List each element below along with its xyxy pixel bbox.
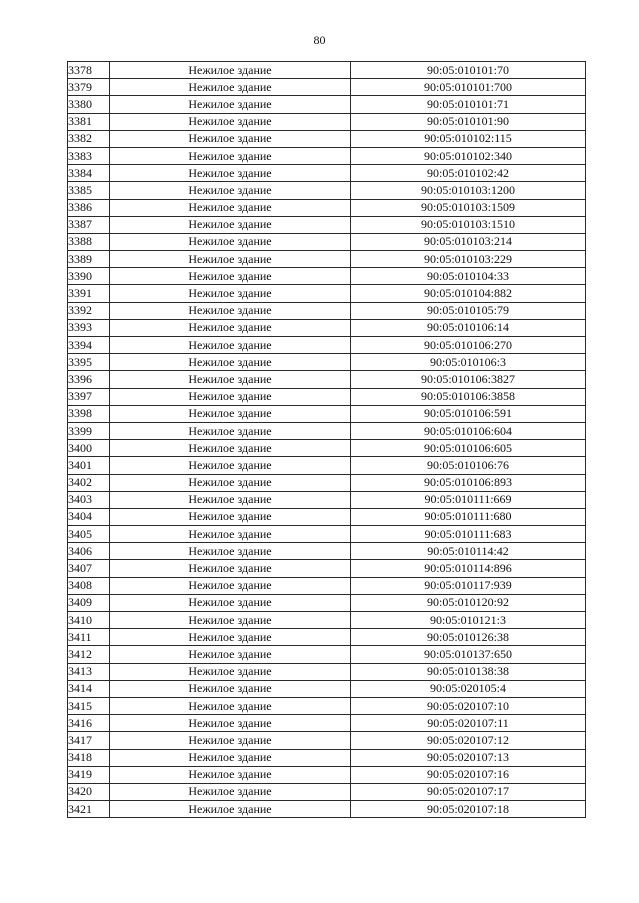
cadastral-number-cell: 90:05:010106:605 bbox=[351, 440, 586, 457]
cadastral-number-cell: 90:05:010101:70 bbox=[351, 62, 586, 79]
object-type-cell: Нежилое здание bbox=[110, 440, 351, 457]
object-type-cell: Нежилое здание bbox=[110, 749, 351, 766]
table-row bbox=[68, 680, 586, 697]
row-number-cell: 3388 bbox=[68, 233, 110, 250]
object-type-cell: Нежилое здание bbox=[110, 302, 351, 319]
object-type-cell: Нежилое здание bbox=[110, 732, 351, 749]
row-number-cell: 3384 bbox=[68, 165, 110, 182]
table-row bbox=[68, 113, 586, 130]
table-row bbox=[68, 285, 586, 302]
table-row bbox=[68, 543, 586, 560]
row-number-cell: 3411 bbox=[68, 629, 110, 646]
cadastral-number-cell: 90:05:010111:683 bbox=[351, 526, 586, 543]
cadastral-number-cell: 90:05:010103:214 bbox=[351, 233, 586, 250]
cadastral-number-cell: 90:05:020107:18 bbox=[351, 801, 586, 818]
table-row bbox=[68, 801, 586, 818]
table-row bbox=[68, 337, 586, 354]
row-number-cell: 3393 bbox=[68, 319, 110, 336]
row-number-cell: 3407 bbox=[68, 560, 110, 577]
table-row bbox=[68, 62, 586, 79]
table-row bbox=[68, 371, 586, 388]
row-number-cell: 3419 bbox=[68, 766, 110, 783]
object-type-cell: Нежилое здание bbox=[110, 543, 351, 560]
table-row bbox=[68, 422, 586, 439]
object-type-cell: Нежилое здание bbox=[110, 629, 351, 646]
row-number-cell: 3398 bbox=[68, 405, 110, 422]
table-row bbox=[68, 216, 586, 233]
object-type-cell: Нежилое здание bbox=[110, 251, 351, 268]
table-row bbox=[68, 629, 586, 646]
table-row bbox=[68, 354, 586, 371]
cadastral-number-cell: 90:05:020107:16 bbox=[351, 766, 586, 783]
row-number-cell: 3386 bbox=[68, 199, 110, 216]
row-number-cell: 3418 bbox=[68, 749, 110, 766]
table-row bbox=[68, 732, 586, 749]
table-row bbox=[68, 491, 586, 508]
row-number-cell: 3409 bbox=[68, 594, 110, 611]
table-row bbox=[68, 251, 586, 268]
table-row bbox=[68, 165, 586, 182]
table-row bbox=[68, 388, 586, 405]
object-type-cell: Нежилое здание bbox=[110, 612, 351, 629]
object-type-cell: Нежилое здание bbox=[110, 113, 351, 130]
table-row bbox=[68, 560, 586, 577]
cadastral-number-cell: 90:05:010103:229 bbox=[351, 251, 586, 268]
row-number-cell: 3401 bbox=[68, 457, 110, 474]
row-number-cell: 3405 bbox=[68, 526, 110, 543]
table-row bbox=[68, 130, 586, 147]
cadastral-number-cell: 90:05:020105:4 bbox=[351, 680, 586, 697]
cadastral-number-cell: 90:05:010104:33 bbox=[351, 268, 586, 285]
object-type-cell: Нежилое здание bbox=[110, 594, 351, 611]
object-type-cell: Нежилое здание bbox=[110, 680, 351, 697]
table-row bbox=[68, 577, 586, 594]
object-type-cell: Нежилое здание bbox=[110, 405, 351, 422]
cadastral-number-cell: 90:05:010106:604 bbox=[351, 422, 586, 439]
table-row bbox=[68, 440, 586, 457]
table-row bbox=[68, 697, 586, 714]
object-type-cell: Нежилое здание bbox=[110, 233, 351, 250]
object-type-cell: Нежилое здание bbox=[110, 560, 351, 577]
table-row bbox=[68, 319, 586, 336]
object-type-cell: Нежилое здание bbox=[110, 697, 351, 714]
table-row bbox=[68, 508, 586, 525]
table-row bbox=[68, 268, 586, 285]
table-row bbox=[68, 199, 586, 216]
cadastral-number-cell: 90:05:010101:71 bbox=[351, 96, 586, 113]
row-number-cell: 3382 bbox=[68, 130, 110, 147]
table-row bbox=[68, 474, 586, 491]
table-row bbox=[68, 715, 586, 732]
row-number-cell: 3379 bbox=[68, 79, 110, 96]
row-number-cell: 3400 bbox=[68, 440, 110, 457]
row-number-cell: 3387 bbox=[68, 216, 110, 233]
object-type-cell: Нежилое здание bbox=[110, 663, 351, 680]
table-row bbox=[68, 526, 586, 543]
table-row bbox=[68, 96, 586, 113]
object-type-cell: Нежилое здание bbox=[110, 96, 351, 113]
object-type-cell: Нежилое здание bbox=[110, 147, 351, 164]
object-type-cell: Нежилое здание bbox=[110, 646, 351, 663]
cadastral-number-cell: 90:05:010138:38 bbox=[351, 663, 586, 680]
cadastral-number-cell: 90:05:010101:90 bbox=[351, 113, 586, 130]
row-number-cell: 3385 bbox=[68, 182, 110, 199]
table-row bbox=[68, 663, 586, 680]
table-row bbox=[68, 783, 586, 800]
object-type-cell: Нежилое здание bbox=[110, 715, 351, 732]
table-row bbox=[68, 405, 586, 422]
row-number-cell: 3378 bbox=[68, 62, 110, 79]
cadastral-number-cell: 90:05:010114:42 bbox=[351, 543, 586, 560]
row-number-cell: 3414 bbox=[68, 680, 110, 697]
cadastral-number-cell: 90:05:010106:14 bbox=[351, 319, 586, 336]
object-type-cell: Нежилое здание bbox=[110, 783, 351, 800]
table-row bbox=[68, 302, 586, 319]
row-number-cell: 3420 bbox=[68, 783, 110, 800]
cadastral-number-cell: 90:05:010106:893 bbox=[351, 474, 586, 491]
cadastral-number-cell: 90:05:010126:38 bbox=[351, 629, 586, 646]
table-row bbox=[68, 766, 586, 783]
property-registry-table bbox=[67, 61, 586, 818]
cadastral-number-cell: 90:05:010105:79 bbox=[351, 302, 586, 319]
row-number-cell: 3410 bbox=[68, 612, 110, 629]
row-number-cell: 3412 bbox=[68, 646, 110, 663]
row-number-cell: 3390 bbox=[68, 268, 110, 285]
cadastral-number-cell: 90:05:010106:270 bbox=[351, 337, 586, 354]
row-number-cell: 3416 bbox=[68, 715, 110, 732]
row-number-cell: 3381 bbox=[68, 113, 110, 130]
object-type-cell: Нежилое здание bbox=[110, 577, 351, 594]
cadastral-number-cell: 90:05:010106:591 bbox=[351, 405, 586, 422]
page-number: 80 bbox=[313, 33, 326, 47]
object-type-cell: Нежилое здание bbox=[110, 491, 351, 508]
object-type-cell: Нежилое здание bbox=[110, 165, 351, 182]
object-type-cell: Нежилое здание bbox=[110, 457, 351, 474]
row-number-cell: 3395 bbox=[68, 354, 110, 371]
object-type-cell: Нежилое здание bbox=[110, 766, 351, 783]
cadastral-number-cell: 90:05:010101:700 bbox=[351, 79, 586, 96]
row-number-cell: 3402 bbox=[68, 474, 110, 491]
cadastral-number-cell: 90:05:010121:3 bbox=[351, 612, 586, 629]
object-type-cell: Нежилое здание bbox=[110, 474, 351, 491]
row-number-cell: 3417 bbox=[68, 732, 110, 749]
row-number-cell: 3391 bbox=[68, 285, 110, 302]
cadastral-number-cell: 90:05:010104:882 bbox=[351, 285, 586, 302]
table-row bbox=[68, 79, 586, 96]
table-body bbox=[68, 62, 586, 818]
cadastral-number-cell: 90:05:010103:1200 bbox=[351, 182, 586, 199]
object-type-cell: Нежилое здание bbox=[110, 268, 351, 285]
cadastral-number-cell: 90:05:010111:669 bbox=[351, 491, 586, 508]
cadastral-number-cell: 90:05:010111:680 bbox=[351, 508, 586, 525]
table-row bbox=[68, 749, 586, 766]
object-type-cell: Нежилое здание bbox=[110, 182, 351, 199]
object-type-cell: Нежилое здание bbox=[110, 130, 351, 147]
table-row bbox=[68, 612, 586, 629]
object-type-cell: Нежилое здание bbox=[110, 319, 351, 336]
cadastral-number-cell: 90:05:010106:3858 bbox=[351, 388, 586, 405]
cadastral-number-cell: 90:05:010117:939 bbox=[351, 577, 586, 594]
cadastral-number-cell: 90:05:020107:13 bbox=[351, 749, 586, 766]
row-number-cell: 3397 bbox=[68, 388, 110, 405]
object-type-cell: Нежилое здание bbox=[110, 801, 351, 818]
cadastral-number-cell: 90:05:010103:1509 bbox=[351, 199, 586, 216]
row-number-cell: 3394 bbox=[68, 337, 110, 354]
row-number-cell: 3399 bbox=[68, 422, 110, 439]
row-number-cell: 3421 bbox=[68, 801, 110, 818]
object-type-cell: Нежилое здание bbox=[110, 388, 351, 405]
row-number-cell: 3396 bbox=[68, 371, 110, 388]
row-number-cell: 3389 bbox=[68, 251, 110, 268]
cadastral-number-cell: 90:05:020107:12 bbox=[351, 732, 586, 749]
row-number-cell: 3406 bbox=[68, 543, 110, 560]
table-row bbox=[68, 457, 586, 474]
object-type-cell: Нежилое здание bbox=[110, 526, 351, 543]
cadastral-number-cell: 90:05:010102:115 bbox=[351, 130, 586, 147]
row-number-cell: 3380 bbox=[68, 96, 110, 113]
object-type-cell: Нежилое здание bbox=[110, 354, 351, 371]
table-row bbox=[68, 147, 586, 164]
row-number-cell: 3413 bbox=[68, 663, 110, 680]
table-row bbox=[68, 594, 586, 611]
cadastral-number-cell: 90:05:010137:650 bbox=[351, 646, 586, 663]
row-number-cell: 3392 bbox=[68, 302, 110, 319]
table-row bbox=[68, 182, 586, 199]
row-number-cell: 3383 bbox=[68, 147, 110, 164]
object-type-cell: Нежилое здание bbox=[110, 337, 351, 354]
row-number-cell: 3415 bbox=[68, 697, 110, 714]
cadastral-number-cell: 90:05:010120:92 bbox=[351, 594, 586, 611]
cadastral-number-cell: 90:05:010106:3827 bbox=[351, 371, 586, 388]
table-row bbox=[68, 233, 586, 250]
cadastral-number-cell: 90:05:010102:340 bbox=[351, 147, 586, 164]
cadastral-number-cell: 90:05:020107:17 bbox=[351, 783, 586, 800]
cadastral-number-cell: 90:05:010102:42 bbox=[351, 165, 586, 182]
table-row bbox=[68, 646, 586, 663]
cadastral-number-cell: 90:05:010114:896 bbox=[351, 560, 586, 577]
cadastral-number-cell: 90:05:010106:76 bbox=[351, 457, 586, 474]
object-type-cell: Нежилое здание bbox=[110, 79, 351, 96]
object-type-cell: Нежилое здание bbox=[110, 216, 351, 233]
cadastral-number-cell: 90:05:010106:3 bbox=[351, 354, 586, 371]
cadastral-number-cell: 90:05:020107:11 bbox=[351, 715, 586, 732]
object-type-cell: Нежилое здание bbox=[110, 508, 351, 525]
row-number-cell: 3403 bbox=[68, 491, 110, 508]
object-type-cell: Нежилое здание bbox=[110, 285, 351, 302]
object-type-cell: Нежилое здание bbox=[110, 422, 351, 439]
row-number-cell: 3404 bbox=[68, 508, 110, 525]
cadastral-number-cell: 90:05:020107:10 bbox=[351, 697, 586, 714]
object-type-cell: Нежилое здание bbox=[110, 371, 351, 388]
object-type-cell: Нежилое здание bbox=[110, 199, 351, 216]
cadastral-number-cell: 90:05:010103:1510 bbox=[351, 216, 586, 233]
row-number-cell: 3408 bbox=[68, 577, 110, 594]
object-type-cell: Нежилое здание bbox=[110, 62, 351, 79]
